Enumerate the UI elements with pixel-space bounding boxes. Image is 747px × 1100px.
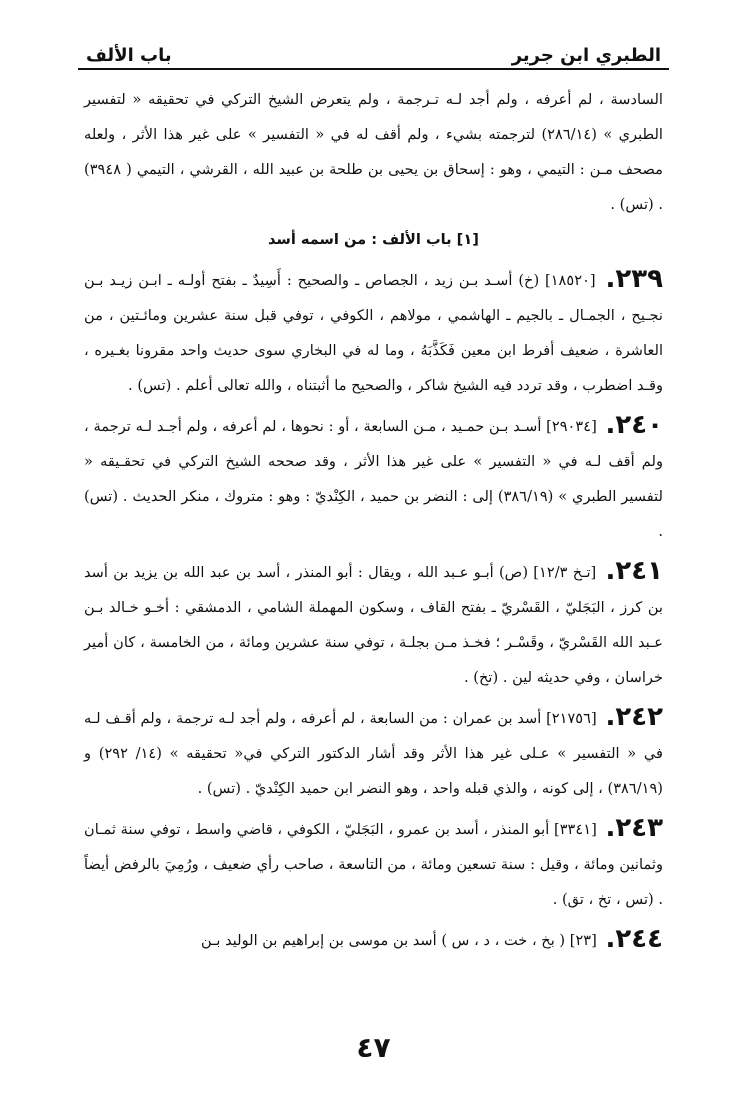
entry-239: [84, 263, 663, 403]
entry-240: [84, 409, 663, 549]
entry-number: ٢٤٣.: [605, 813, 664, 843]
header-chapter: باب الألف: [86, 45, 172, 66]
section-title: [١] باب الألف : من اسمه أسد: [268, 231, 479, 248]
intro-paragraph: السادسة ، لم أعرفه ، ولم أجد لـه تـرجمة ، ولم يتعرض الشيخ التركي في تحقيقه « لتفسير الطبري » (٢٨٦/١٤) لترجمته بشيء ، ولم أقف له في « التفسير » على غير هذا الأثر ، ولعله مصحف مـن : التيمي ، وهو : إسحاق بن يحيى بن طلحة بن عبيد الله ، القرشي ، التيمي ( ٣٩٤٨) . (تس) .: [84, 91, 663, 213]
header-rule: [78, 68, 669, 70]
header-author: الطبري ابن جرير: [511, 45, 661, 66]
running-header: [86, 36, 661, 66]
entry-text: [٣٣٤١] أبو المنذر ، أسد بن عمرو ، البَجَليّ ، الكوفي ، قاضي واسط ، توفي سنة ثمـان وثمانين ومائة ، وقيل : سنة تسعين ومائة ، من التاسعة ، صاحب رأي ضعيف ، ورُمِيَ بالرفض أيضاً . (تس ، تخ ، تق) .: [84, 821, 663, 908]
entry-text: [١٨٥٢٠] (خ) أسـد بـن زيد ، الجصاص ـ والصحيح : أَسِيدٌ ـ بفتح أولـه ـ ابـن زيـد بـن نجـيح ، الجمـال ـ بالجيم ـ الهاشمي ، مولاهم ، الكوفي ، توفي قبل سنة عشرين ومائـتين ، من العاشرة ، ضعيف أفرط ابن معين فَكَذَّبَهُ ، وما له في البخاري سوى حديث واحد مقرونا بغـيره ، وقـد اضطرب ، وقد تردد فيه الشيخ شاكر ، والصحيح ما أثبتناه ، والله تعالى أعلم . (تس) .: [84, 272, 663, 394]
entry-number: ٢٤٠.: [605, 410, 663, 440]
entry-text: [٢٩٠٣٤] أسـد بـن حمـيد ، مـن السابعة ، أو : نحوها ، لم أعرفه ، ولم أجـد لـه ترجمة ، ولم أقف لـه في « التفسير » على غير هذا الأثر ، وقد صححه الشيخ التركي في تحقـيقه « لتفسير الطبري » (٣٨٦/١٩) إلى : النضر بن حميد ، الكِنْديّ : وهو : متروك ، منكر الحديث . (تس) .: [84, 418, 663, 540]
page-number: ٤٧: [356, 1031, 391, 1064]
entry-text: [٢٣] ( بخ ، خت ، د ، س ) أسد بن موسى بن إبراهيم بن الوليد بـن: [201, 932, 597, 949]
entry-241: [84, 555, 663, 695]
entry-number: ٢٤٢.: [605, 702, 663, 732]
entry-244: [84, 923, 663, 958]
entry-number: ٢٣٩.: [605, 264, 664, 294]
entry-number: ٢٤٤.: [605, 924, 663, 954]
entry-text: [٢١٧٥٦] أسد بن عمران : من السابعة ، لم أعرفه ، ولم أجد لـه ترجمة ، ولم أقـف لـه في « التفسير » عـلى غير هذا الأثر وقد أشار الدكتور التركي في« تحقيقه » (١٤/ ٢٩٢) و (٣٨٦/١٩) ، إلى كونه ، والذي قبله واحد ، وهو النضر ابن حميد الكِنْديّ . (تس) .: [84, 710, 664, 797]
entry-number: ٢٤١.: [605, 556, 664, 586]
entry-243: [84, 812, 663, 917]
entry-text: [تـخ ١٢/٣] (ص) أبـو عـبد الله ، ويقال : أبو المنذر ، أسد بن عبد الله بن يزيد بن أسد بن كرز ، البَجَليّ ، القَسْريّ ـ بفتح القاف ، وسكون المهملة الشامي ، الدمشقي : أخـو خـالد بـن عـبد الله القَسْريّ ، وقَسْـر ؛ فخـذ مـن بجلـة ، توفي سنة عشرين ومائة ، من الخامسة ، كان أمير خراسان ، وفي حديثه لين . (تخ) .: [84, 564, 663, 686]
entry-242: [84, 701, 663, 806]
page-body: [84, 82, 663, 958]
